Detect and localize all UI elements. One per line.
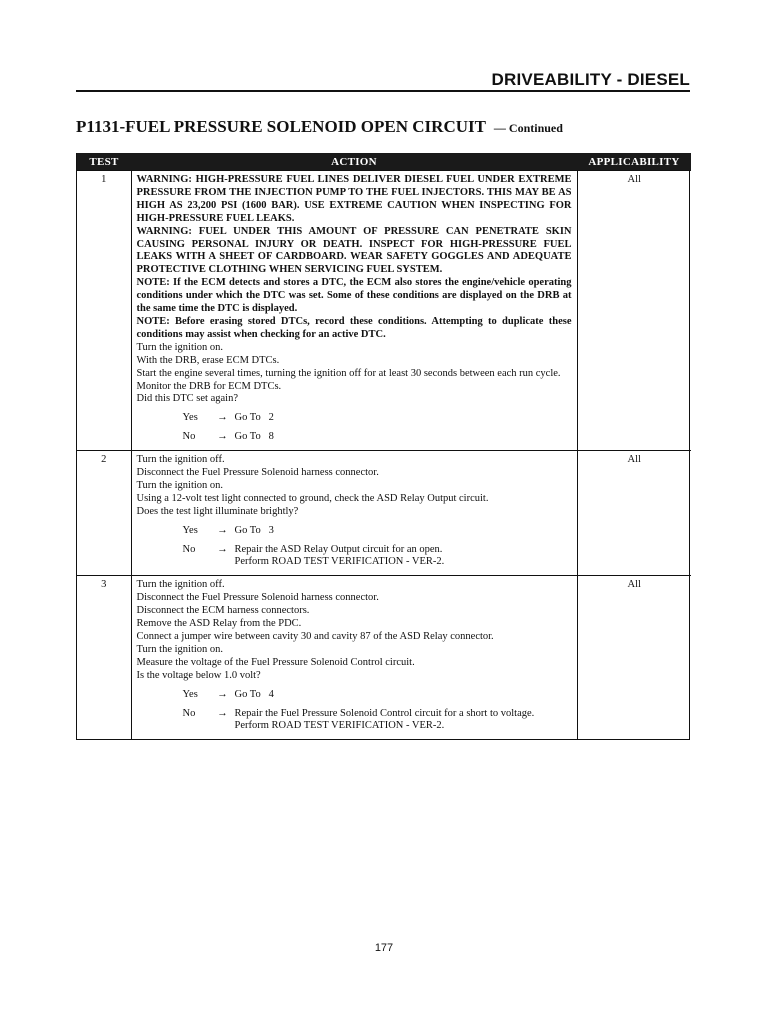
note-text: NOTE: If the ECM detects and stores a DTC, the ECM also stores the engine/vehicle operating conditions under which the DTC was set. Some of these conditions are displayed on the DRB at the same time the DTC is displayed. [136,277,572,315]
header-rule [76,90,690,92]
yes-label: Yes [182,412,198,424]
header-test: TEST [77,153,131,171]
step-text: Remove the ASD Relay from the PDC. [136,618,302,630]
no-result [235,708,572,734]
table-row [77,451,691,576]
page-title-main: P1131-FUEL PRESSURE SOLENOID OPEN CIRCUIT [76,117,486,136]
step-text: Using a 12-volt test light connected to ground, check the ASD Relay Output circuit. [136,492,489,504]
question-text: Did this DTC set again? [136,393,238,405]
step-text: Turn the ignition off. [136,454,225,466]
warning-text: WARNING: FUEL UNDER THIS AMOUNT OF PRESSURE CAN PENETRATE SKIN CAUSING PERSONAL INJURY OR DEATH. INSPECT FOR HIGH-PRESSURE FUEL LEAKS WITH A SHEET OF CARDBOARD. WEAR SAFETY GOGGLES AND ADEQUATE PROTECTIVE CLOTHING WHEN SERVICING FUEL SYSTEM. [136,225,572,276]
action-cell [131,171,577,451]
no-result: Go To 8 [234,431,274,443]
yes-branch [137,525,572,538]
step-text: Connect a jumper wire between cavity 30 and cavity 87 of the ASD Relay connector. [136,631,494,642]
yes-label: Yes [182,524,198,536]
header-applicability: APPLICABILITY [577,153,691,171]
step-text: Turn the ignition off. [136,579,225,591]
repair-text: Repair the ASD Relay Output circuit for an open. [234,543,443,555]
yes-result: Go To 2 [234,412,274,424]
no-branch [137,708,572,734]
step-text: Turn the ignition on. [136,479,224,491]
test-number: 1 [77,171,131,451]
warning-text: WARNING: HIGH-PRESSURE FUEL LINES DELIVER DIESEL FUEL UNDER EXTREME PRESSURE FROM THE INJECTION PUMP TO THE FUEL INJECTORS. THIS MAY BE AS HIGH AS 23,200 PSI (1600 BAR). USE EXTREME CAUTION WHEN INSPECTING FOR HIGH-PRESSURE FUEL LEAKS. [136,174,572,224]
step-text: Monitor the DRB for ECM DTCs. [136,380,282,392]
repair-text: Repair the Fuel Pressure Solenoid Control circuit for a short to voltage. [234,707,535,719]
verification-text: Perform ROAD TEST VERIFICATION - VER-2. [234,720,445,732]
yes-result: Go To 4 [234,688,274,700]
arrow-icon: → [217,543,228,555]
table-row [77,576,691,739]
no-branch [137,544,572,570]
yes-label: Yes [182,688,198,700]
step-text: Disconnect the Fuel Pressure Solenoid harness connector. [136,467,379,479]
no-label: No [182,707,196,719]
no-branch [137,431,572,444]
page-title-continued: — Continued [493,121,563,135]
test-number: 2 [77,451,131,576]
step-text: Turn the ignition on. [136,341,224,353]
section-header: DRIVEABILITY - DIESEL [491,70,690,89]
applicability-cell: All [577,576,691,739]
arrow-icon: → [217,707,228,719]
step-text: Start the engine several times, turning the ignition off for at least 30 seconds between each run cycle. [136,367,561,379]
header-action: ACTION [131,153,577,171]
no-label: No [182,543,196,555]
arrow-icon: → [217,524,228,536]
table-row [77,171,691,451]
question-text: Does the test light illuminate brightly? [136,505,299,517]
test-number: 3 [77,576,131,739]
arrow-icon: → [217,688,228,700]
step-text: Measure the voltage of the Fuel Pressure Solenoid Control circuit. [136,656,415,668]
action-cell [131,576,577,739]
step-text: Disconnect the ECM harness connectors. [136,605,310,617]
question-text: Is the voltage below 1.0 volt? [136,669,261,681]
action-cell [131,451,577,576]
applicability-cell: All [577,451,691,576]
yes-branch [137,412,572,425]
diagnostic-table [76,153,690,740]
arrow-icon: → [217,412,228,424]
no-label: No [182,431,196,443]
no-result [235,544,572,570]
yes-result: Go To 3 [234,524,274,536]
step-text: Disconnect the Fuel Pressure Solenoid harness connector. [136,592,379,604]
note-text: NOTE: Before erasing stored DTCs, record these conditions. Attempting to duplicate these conditions may assist when checking for an active DTC. [136,315,572,340]
arrow-icon: → [217,431,228,443]
applicability-cell: All [577,171,691,451]
table-header-row [77,153,691,171]
page-title [76,117,690,137]
page-number: 177 [374,942,394,954]
yes-branch [137,689,572,702]
verification-text: Perform ROAD TEST VERIFICATION - VER-2. [234,556,445,568]
step-text: Turn the ignition on. [136,643,224,655]
step-text: With the DRB, erase ECM DTCs. [136,354,280,366]
